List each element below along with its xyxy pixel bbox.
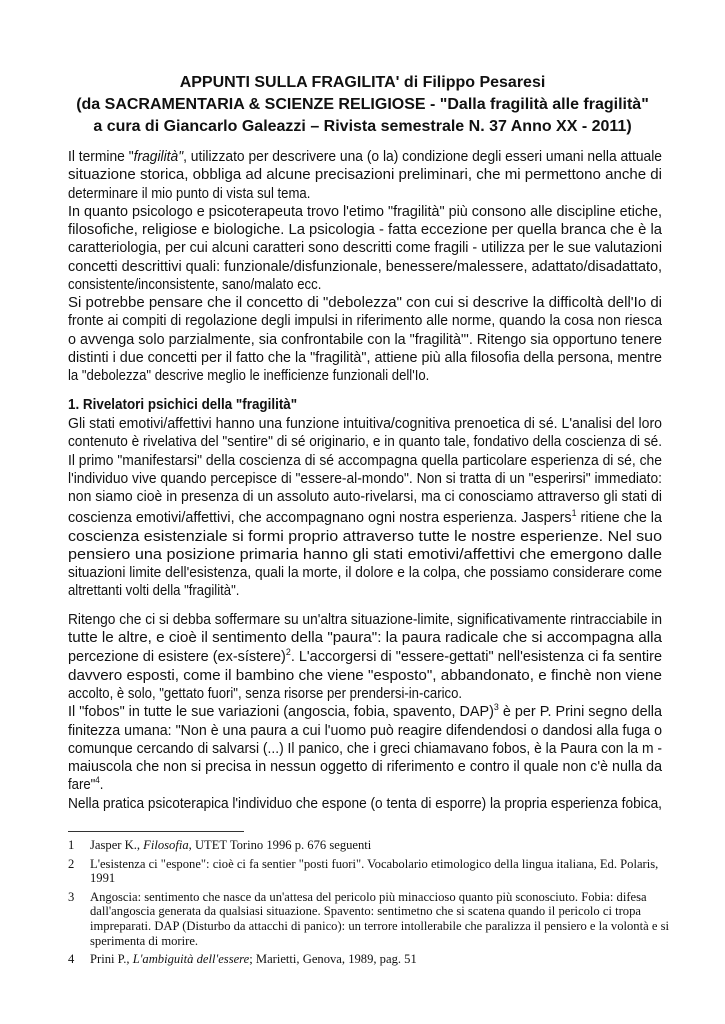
line-text: caratteriologia, per cui alcuni caratteri sono descritti come fragili - utilizza per le sue valutazioni bbox=[68, 240, 662, 257]
footnote-text: dall'angoscia generata da qualsiasi situazione. Spavento: sentimetno che si scatena quando il pericolo ci tropa bbox=[90, 904, 641, 919]
text-run: fare" bbox=[68, 777, 96, 794]
text-line bbox=[68, 776, 662, 794]
line-text: situazioni limite dell'esistenza, quali la morte, il dolore e la colpa, che possiamo considerare come bbox=[68, 565, 662, 581]
line-text bbox=[68, 703, 662, 721]
footnote-ref: 4 bbox=[95, 775, 100, 786]
text-line bbox=[68, 331, 662, 349]
line-text: l'individuo vive quando percepisce di "essere-al-mondo". Non si tratta di un "esperirsi" immediato: bbox=[68, 470, 662, 487]
line-text: determinare il mio punto di vista sul tema. bbox=[68, 185, 311, 202]
text-line bbox=[68, 509, 662, 527]
text-line bbox=[68, 722, 662, 740]
text-line bbox=[68, 294, 662, 312]
text-run: Prini P., bbox=[90, 952, 133, 967]
title-line-3 bbox=[0, 118, 725, 136]
text-line bbox=[68, 415, 662, 433]
line-text: 1. Rivelatori psichici della "fragilità" bbox=[68, 397, 298, 413]
text-line bbox=[68, 685, 662, 703]
text-run: Il "fobos" in tutte le sue variazioni (angoscia, fobia, spavento, DAP) bbox=[68, 704, 494, 721]
text-line bbox=[68, 239, 662, 257]
section-heading bbox=[68, 396, 662, 414]
text-line bbox=[68, 258, 662, 276]
line-text: Ritengo che ci si debba soffermare su un'altra situazione-limite, significativamente rintracciabile in bbox=[68, 612, 662, 628]
text-run: , utilizzato per descrivere una (o la) condizione degli esseri umani nella attuale bbox=[183, 149, 662, 165]
line-text: o avvenga solo parzialmente, sia confrontabile con la "fragilità"'. Ritengo sia opportuno tenere bbox=[68, 331, 662, 348]
text-line bbox=[68, 452, 662, 470]
footnote-ref: 2 bbox=[285, 646, 291, 657]
text-line bbox=[68, 758, 662, 776]
text-run: Il termine " bbox=[68, 149, 134, 165]
italic-text: Filosofia bbox=[143, 838, 189, 852]
title-line-2 bbox=[0, 96, 725, 114]
line-text: fronte ai compiti di regolazione degli impulsi in riferimento alle norme, quando la cosa non riesca bbox=[68, 313, 662, 330]
footnote-text bbox=[90, 952, 417, 967]
text-line bbox=[68, 185, 662, 203]
text-line bbox=[68, 166, 662, 184]
footnote-text: 1991 bbox=[90, 871, 116, 886]
footnote-number: 1 bbox=[68, 838, 75, 852]
line-text: tutte le altre, e cioè il sentimento della "paura": la paura radicale che si accompagna alla bbox=[68, 630, 662, 647]
footnote-text bbox=[90, 838, 371, 853]
footnote-ref: 3 bbox=[493, 702, 499, 713]
line-text: comunque cercando di salvarsi (...) Il panico, che i greci chiamavano fobos, è la Paura con la m - bbox=[68, 740, 662, 757]
footnote-text: L'esistenza ci "espone": cioè ci fa sentier "posti fuori". Vocabolario etimologico della lingua italiana, Ed. Polaris, bbox=[90, 856, 659, 871]
text-line bbox=[68, 203, 662, 221]
line-text: filosofiche, religiose e biologiche. La psicologia - fatta eccezione per quella branca che è la bbox=[68, 222, 662, 238]
text-run: coscienza emotivi/affettivi, che accompagnano ogni nostra esperienza. Jaspers bbox=[68, 510, 572, 527]
line-text: situazione storica, obbliga ad alcune precisazioni preliminari, che mi permettono anche di bbox=[68, 167, 662, 184]
text-line bbox=[68, 703, 662, 721]
text-line bbox=[68, 349, 662, 367]
line-text: Si potrebbe pensare che il concetto di "debolezza" con cui si descrive la difficoltà dell'Io di bbox=[68, 295, 662, 311]
line-text: contenuto è rivelativa del "sentire" di sé originario, e in quanto tale, fondativo della coscienza di sé. bbox=[68, 434, 662, 451]
text-run: . L'accorgersi di "essere-gettati" nell'esistenza ci fa sentire bbox=[290, 648, 662, 665]
line-text: davvero esposti, come il bambino che viene "esposto", abbandonato, e finchè non viene bbox=[68, 667, 662, 684]
line-text: non siamo cioè in presenza di un assoluto auto-rivelarsi, ma ci conosciamo attraverso gli stati di bbox=[68, 489, 662, 505]
text-line bbox=[68, 148, 662, 166]
text-line bbox=[68, 488, 662, 506]
text-line bbox=[68, 795, 662, 813]
text-line bbox=[68, 470, 662, 488]
footnote bbox=[68, 890, 668, 948]
text-line bbox=[68, 276, 662, 294]
text-line bbox=[68, 546, 662, 564]
italic-text: fragilità" bbox=[133, 149, 184, 165]
line-text bbox=[68, 648, 662, 666]
text-line bbox=[68, 367, 662, 385]
footnote-number: 2 bbox=[68, 856, 75, 871]
title-text: a cura di Giancarlo Galeazzi – Rivista semestrale N. 37 Anno XX - 2011) bbox=[93, 118, 632, 135]
text-run: , UTET Torino 1996 p. 676 seguenti bbox=[188, 838, 372, 852]
footnote-number: 4 bbox=[68, 952, 75, 967]
line-text: pensiero una posizione primaria hanno gli stati emotivi/affettivi che emergono dalle bbox=[68, 546, 662, 563]
footnote-text: sperimenta di morire. bbox=[90, 933, 199, 948]
line-text: distinti i due concetti per il fatto che la "fragilità", attiene più alla filosofia della persona, mentre bbox=[68, 349, 662, 366]
text-line bbox=[68, 667, 662, 685]
title-line-1 bbox=[0, 74, 725, 92]
text-line bbox=[68, 740, 662, 758]
line-text bbox=[68, 148, 662, 166]
title-text: APPUNTI SULLA FRAGILITA' di Filippo Pesaresi bbox=[179, 74, 546, 91]
footnote-ref: 1 bbox=[571, 508, 577, 519]
text-run: . bbox=[99, 777, 104, 794]
text-line bbox=[68, 648, 662, 666]
line-text: maiuscola che non si precisa in nessun oggetto di riferimento e contro il quale non c'è nulla da bbox=[68, 759, 662, 775]
text-run: Jasper K., bbox=[90, 838, 144, 852]
text-line bbox=[68, 528, 662, 546]
footnote-text: impreparati. DAP (Disturbo da attacchi di panico): un terrore intollerabile che paralizza il pensiero e la volontà e si bbox=[90, 918, 669, 933]
line-text: concetti descrittivi quali: funzionale/disfunzionale, benessere/malessere, adattato/disadattato, bbox=[68, 258, 662, 275]
line-text: Nella pratica psicoterapica l'individuo che espone (o tenta di esporre) la propria esperienza fobica, bbox=[68, 795, 662, 812]
line-text: consistente/inconsistente, sano/malato ecc. bbox=[68, 276, 322, 293]
footnote-number: 3 bbox=[68, 889, 75, 904]
line-text: In quanto psicologo e psicoterapeuta trovo l'etimo "fragilità" più consono alle discipline etiche, bbox=[68, 203, 662, 220]
line-text: finitezza umana: "Non è una paura a cui l'uomo può reagire difendendosi o dandosi alla fuga o bbox=[68, 722, 662, 739]
line-text: coscienza esistenziale si formi proprio attraverso tutte le nostre esperienze. Nel suo bbox=[68, 528, 662, 545]
text-line bbox=[68, 433, 662, 451]
line-text bbox=[68, 509, 662, 527]
line-text: accolto, è solo, "gettato fuori", senza risorse per prendersi-in-carico. bbox=[68, 686, 463, 702]
footnote-separator bbox=[68, 831, 244, 832]
text-run: ritiene che la bbox=[576, 510, 662, 527]
footnote bbox=[68, 857, 668, 886]
text-line bbox=[68, 629, 662, 647]
text-line bbox=[68, 221, 662, 239]
line-text: Il primo "manifestarsi" della coscienza di sé accompagna quella particolare esperienza di sé, che bbox=[68, 452, 662, 469]
line-text bbox=[68, 776, 103, 794]
text-run: ; Marietti, Genova, 1989, pag. 51 bbox=[249, 952, 417, 967]
line-text: Gli stati emotivi/affettivi hanno una funzione intuitiva/cognitiva prenoetica di sé. L'analisi del loro bbox=[68, 416, 662, 432]
footnote bbox=[68, 838, 668, 853]
text-line bbox=[68, 312, 662, 330]
text-line bbox=[68, 611, 662, 629]
footnote bbox=[68, 952, 668, 967]
title-text: (da SACRAMENTARIA & SCIENZE RELIGIOSE - "Dalla fragilità alle fragilità" bbox=[76, 96, 649, 113]
footnote-text: Angoscia: sentimento che nasce da un'attesa del pericolo più minaccioso quanto più sconosciuto. Fobia: difesa bbox=[90, 889, 647, 904]
text-run: percezione di esistere (ex-sístere) bbox=[68, 648, 286, 665]
text-line bbox=[68, 582, 662, 600]
text-line bbox=[68, 564, 662, 582]
line-text: altrettanti volti della "fragilità". bbox=[68, 583, 240, 600]
line-text: la "debolezza" descrive meglio le inefficienze funzionali dell'Io. bbox=[68, 368, 430, 384]
italic-text: L'ambiguità dell'essere bbox=[132, 952, 250, 967]
text-run: è per P. Prini segno della bbox=[498, 704, 662, 721]
